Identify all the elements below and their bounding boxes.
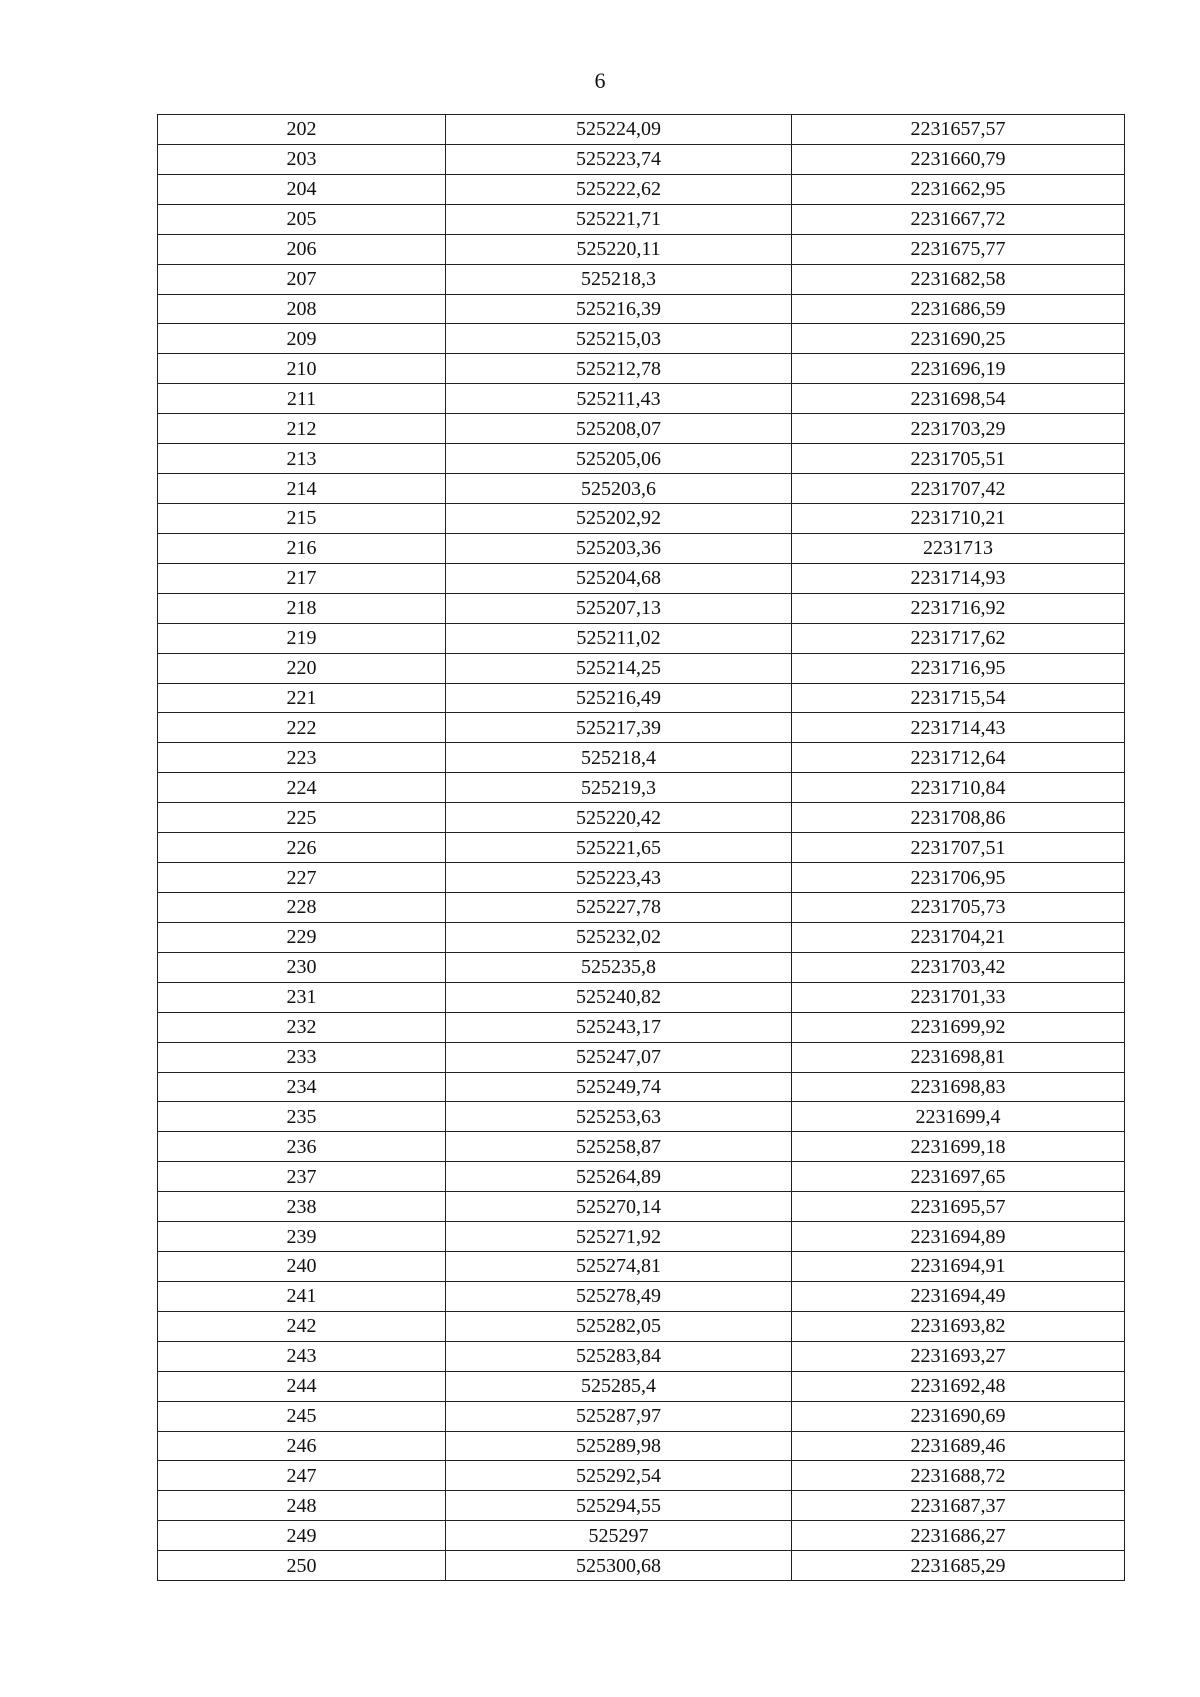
point-number-cell: 212 — [158, 414, 446, 444]
table-row — [158, 623, 1125, 653]
table-row — [158, 1491, 1125, 1521]
table-row — [158, 1311, 1125, 1341]
table-row — [158, 1281, 1125, 1311]
y-coordinate-cell: 2231707,42 — [792, 474, 1125, 504]
point-number-cell: 214 — [158, 474, 446, 504]
coordinates-table — [157, 114, 1125, 1581]
table-row — [158, 115, 1125, 145]
x-coordinate-cell: 525223,43 — [446, 863, 792, 893]
point-number-cell: 247 — [158, 1461, 446, 1491]
y-coordinate-cell: 2231712,64 — [792, 743, 1125, 773]
x-coordinate-cell: 525216,49 — [446, 683, 792, 713]
x-coordinate-cell: 525212,78 — [446, 354, 792, 384]
y-coordinate-cell: 2231667,72 — [792, 204, 1125, 234]
point-number-cell: 209 — [158, 324, 446, 354]
y-coordinate-cell: 2231686,59 — [792, 294, 1125, 324]
point-number-cell: 210 — [158, 354, 446, 384]
point-number-cell: 220 — [158, 653, 446, 683]
x-coordinate-cell: 525283,84 — [446, 1341, 792, 1371]
table-row — [158, 713, 1125, 743]
point-number-cell: 230 — [158, 952, 446, 982]
x-coordinate-cell: 525215,03 — [446, 324, 792, 354]
point-number-cell: 246 — [158, 1431, 446, 1461]
point-number-cell: 202 — [158, 115, 446, 145]
x-coordinate-cell: 525282,05 — [446, 1311, 792, 1341]
point-number-cell: 217 — [158, 563, 446, 593]
point-number-cell: 241 — [158, 1281, 446, 1311]
x-coordinate-cell: 525211,43 — [446, 384, 792, 414]
point-number-cell: 203 — [158, 144, 446, 174]
point-number-cell: 216 — [158, 533, 446, 563]
table-row — [158, 803, 1125, 833]
x-coordinate-cell: 525232,02 — [446, 922, 792, 952]
y-coordinate-cell: 2231706,95 — [792, 863, 1125, 893]
y-coordinate-cell: 2231716,92 — [792, 593, 1125, 623]
point-number-cell: 238 — [158, 1192, 446, 1222]
point-number-cell: 206 — [158, 234, 446, 264]
point-number-cell: 223 — [158, 743, 446, 773]
point-number-cell: 227 — [158, 863, 446, 893]
point-number-cell: 228 — [158, 892, 446, 922]
point-number-cell: 211 — [158, 384, 446, 414]
point-number-cell: 205 — [158, 204, 446, 234]
y-coordinate-cell: 2231703,29 — [792, 414, 1125, 444]
y-coordinate-cell: 2231717,62 — [792, 623, 1125, 653]
x-coordinate-cell: 525220,42 — [446, 803, 792, 833]
x-coordinate-cell: 525292,54 — [446, 1461, 792, 1491]
table-row — [158, 653, 1125, 683]
point-number-cell: 249 — [158, 1521, 446, 1551]
coordinates-table-body — [158, 115, 1125, 1581]
y-coordinate-cell: 2231698,83 — [792, 1072, 1125, 1102]
table-row — [158, 294, 1125, 324]
y-coordinate-cell: 2231699,92 — [792, 1012, 1125, 1042]
point-number-cell: 225 — [158, 803, 446, 833]
table-row — [158, 1072, 1125, 1102]
point-number-cell: 236 — [158, 1132, 446, 1162]
table-row — [158, 234, 1125, 264]
x-coordinate-cell: 525218,3 — [446, 264, 792, 294]
point-number-cell: 244 — [158, 1371, 446, 1401]
point-number-cell: 242 — [158, 1311, 446, 1341]
table-row — [158, 1102, 1125, 1132]
point-number-cell: 229 — [158, 922, 446, 952]
x-coordinate-cell: 525204,68 — [446, 563, 792, 593]
y-coordinate-cell: 2231660,79 — [792, 144, 1125, 174]
x-coordinate-cell: 525203,6 — [446, 474, 792, 504]
table-row — [158, 1521, 1125, 1551]
x-coordinate-cell: 525205,06 — [446, 444, 792, 474]
y-coordinate-cell: 2231690,25 — [792, 324, 1125, 354]
table-row — [158, 144, 1125, 174]
y-coordinate-cell: 2231707,51 — [792, 833, 1125, 863]
y-coordinate-cell: 2231687,37 — [792, 1491, 1125, 1521]
page-number: 6 — [594, 68, 606, 93]
table-row — [158, 174, 1125, 204]
y-coordinate-cell: 2231715,54 — [792, 683, 1125, 713]
point-number-cell: 226 — [158, 833, 446, 863]
point-number-cell: 234 — [158, 1072, 446, 1102]
table-row — [158, 414, 1125, 444]
table-row — [158, 1371, 1125, 1401]
x-coordinate-cell: 525211,02 — [446, 623, 792, 653]
table-row — [158, 1431, 1125, 1461]
y-coordinate-cell: 2231716,95 — [792, 653, 1125, 683]
point-number-cell: 248 — [158, 1491, 446, 1521]
y-coordinate-cell: 2231705,73 — [792, 892, 1125, 922]
x-coordinate-cell: 525249,74 — [446, 1072, 792, 1102]
x-coordinate-cell: 525274,81 — [446, 1252, 792, 1282]
y-coordinate-cell: 2231705,51 — [792, 444, 1125, 474]
x-coordinate-cell: 525217,39 — [446, 713, 792, 743]
table-row — [158, 204, 1125, 234]
y-coordinate-cell: 2231699,4 — [792, 1102, 1125, 1132]
point-number-cell: 213 — [158, 444, 446, 474]
x-coordinate-cell: 525208,07 — [446, 414, 792, 444]
y-coordinate-cell: 2231703,42 — [792, 952, 1125, 982]
y-coordinate-cell: 2231690,69 — [792, 1401, 1125, 1431]
point-number-cell: 222 — [158, 713, 446, 743]
table-row — [158, 982, 1125, 1012]
table-row — [158, 1192, 1125, 1222]
table-row — [158, 1222, 1125, 1252]
table-row — [158, 384, 1125, 414]
table-row — [158, 444, 1125, 474]
x-coordinate-cell: 525243,17 — [446, 1012, 792, 1042]
y-coordinate-cell: 2231710,84 — [792, 773, 1125, 803]
x-coordinate-cell: 525270,14 — [446, 1192, 792, 1222]
point-number-cell: 232 — [158, 1012, 446, 1042]
point-number-cell: 250 — [158, 1551, 446, 1581]
x-coordinate-cell: 525264,89 — [446, 1162, 792, 1192]
table-row — [158, 1042, 1125, 1072]
x-coordinate-cell: 525224,09 — [446, 115, 792, 145]
table-row — [158, 1252, 1125, 1282]
table-row — [158, 922, 1125, 952]
y-coordinate-cell: 2231686,27 — [792, 1521, 1125, 1551]
table-row — [158, 264, 1125, 294]
y-coordinate-cell: 2231696,19 — [792, 354, 1125, 384]
x-coordinate-cell: 525294,55 — [446, 1491, 792, 1521]
table-row — [158, 833, 1125, 863]
table-row — [158, 1341, 1125, 1371]
table-row — [158, 563, 1125, 593]
point-number-cell: 208 — [158, 294, 446, 324]
y-coordinate-cell: 2231708,86 — [792, 803, 1125, 833]
x-coordinate-cell: 525207,13 — [446, 593, 792, 623]
x-coordinate-cell: 525253,63 — [446, 1102, 792, 1132]
table-row — [158, 324, 1125, 354]
point-number-cell: 237 — [158, 1162, 446, 1192]
table-row — [158, 533, 1125, 563]
table-row — [158, 1162, 1125, 1192]
point-number-cell: 235 — [158, 1102, 446, 1132]
x-coordinate-cell: 525258,87 — [446, 1132, 792, 1162]
table-row — [158, 1461, 1125, 1491]
table-row — [158, 1551, 1125, 1581]
x-coordinate-cell: 525202,92 — [446, 503, 792, 533]
x-coordinate-cell: 525221,65 — [446, 833, 792, 863]
y-coordinate-cell: 2231697,65 — [792, 1162, 1125, 1192]
x-coordinate-cell: 525203,36 — [446, 533, 792, 563]
table-row — [158, 773, 1125, 803]
x-coordinate-cell: 525216,39 — [446, 294, 792, 324]
table-row — [158, 683, 1125, 713]
y-coordinate-cell: 2231693,27 — [792, 1341, 1125, 1371]
y-coordinate-cell: 2231704,21 — [792, 922, 1125, 952]
point-number-cell: 245 — [158, 1401, 446, 1431]
x-coordinate-cell: 525235,8 — [446, 952, 792, 982]
x-coordinate-cell: 525271,92 — [446, 1222, 792, 1252]
table-row — [158, 354, 1125, 384]
y-coordinate-cell: 2231688,72 — [792, 1461, 1125, 1491]
x-coordinate-cell: 525247,07 — [446, 1042, 792, 1072]
y-coordinate-cell: 2231692,48 — [792, 1371, 1125, 1401]
table-row — [158, 503, 1125, 533]
y-coordinate-cell: 2231694,49 — [792, 1281, 1125, 1311]
point-number-cell: 207 — [158, 264, 446, 294]
y-coordinate-cell: 2231695,57 — [792, 1192, 1125, 1222]
point-number-cell: 239 — [158, 1222, 446, 1252]
point-number-cell: 215 — [158, 503, 446, 533]
point-number-cell: 204 — [158, 174, 446, 204]
table-row — [158, 474, 1125, 504]
point-number-cell: 224 — [158, 773, 446, 803]
x-coordinate-cell: 525214,25 — [446, 653, 792, 683]
y-coordinate-cell: 2231682,58 — [792, 264, 1125, 294]
y-coordinate-cell: 2231694,89 — [792, 1222, 1125, 1252]
table-row — [158, 1401, 1125, 1431]
x-coordinate-cell: 525218,4 — [446, 743, 792, 773]
y-coordinate-cell: 2231714,93 — [792, 563, 1125, 593]
y-coordinate-cell: 2231689,46 — [792, 1431, 1125, 1461]
table-row — [158, 892, 1125, 922]
point-number-cell: 219 — [158, 623, 446, 653]
table-row — [158, 743, 1125, 773]
point-number-cell: 231 — [158, 982, 446, 1012]
x-coordinate-cell: 525278,49 — [446, 1281, 792, 1311]
x-coordinate-cell: 525240,82 — [446, 982, 792, 1012]
y-coordinate-cell: 2231699,18 — [792, 1132, 1125, 1162]
y-coordinate-cell: 2231714,43 — [792, 713, 1125, 743]
table-row — [158, 863, 1125, 893]
x-coordinate-cell: 525223,74 — [446, 144, 792, 174]
x-coordinate-cell: 525285,4 — [446, 1371, 792, 1401]
x-coordinate-cell: 525222,62 — [446, 174, 792, 204]
y-coordinate-cell: 2231662,95 — [792, 174, 1125, 204]
x-coordinate-cell: 525227,78 — [446, 892, 792, 922]
y-coordinate-cell: 2231698,54 — [792, 384, 1125, 414]
y-coordinate-cell: 2231657,57 — [792, 115, 1125, 145]
y-coordinate-cell: 2231685,29 — [792, 1551, 1125, 1581]
y-coordinate-cell: 2231675,77 — [792, 234, 1125, 264]
point-number-cell: 221 — [158, 683, 446, 713]
y-coordinate-cell: 2231710,21 — [792, 503, 1125, 533]
table-row — [158, 1132, 1125, 1162]
table-row — [158, 1012, 1125, 1042]
x-coordinate-cell: 525219,3 — [446, 773, 792, 803]
x-coordinate-cell: 525220,11 — [446, 234, 792, 264]
y-coordinate-cell: 2231701,33 — [792, 982, 1125, 1012]
point-number-cell: 243 — [158, 1341, 446, 1371]
x-coordinate-cell: 525221,71 — [446, 204, 792, 234]
point-number-cell: 240 — [158, 1252, 446, 1282]
x-coordinate-cell: 525289,98 — [446, 1431, 792, 1461]
y-coordinate-cell: 2231713 — [792, 533, 1125, 563]
table-row — [158, 593, 1125, 623]
x-coordinate-cell: 525287,97 — [446, 1401, 792, 1431]
x-coordinate-cell: 525300,68 — [446, 1551, 792, 1581]
y-coordinate-cell: 2231698,81 — [792, 1042, 1125, 1072]
x-coordinate-cell: 525297 — [446, 1521, 792, 1551]
point-number-cell: 233 — [158, 1042, 446, 1072]
y-coordinate-cell: 2231694,91 — [792, 1252, 1125, 1282]
point-number-cell: 218 — [158, 593, 446, 623]
y-coordinate-cell: 2231693,82 — [792, 1311, 1125, 1341]
table-row — [158, 952, 1125, 982]
